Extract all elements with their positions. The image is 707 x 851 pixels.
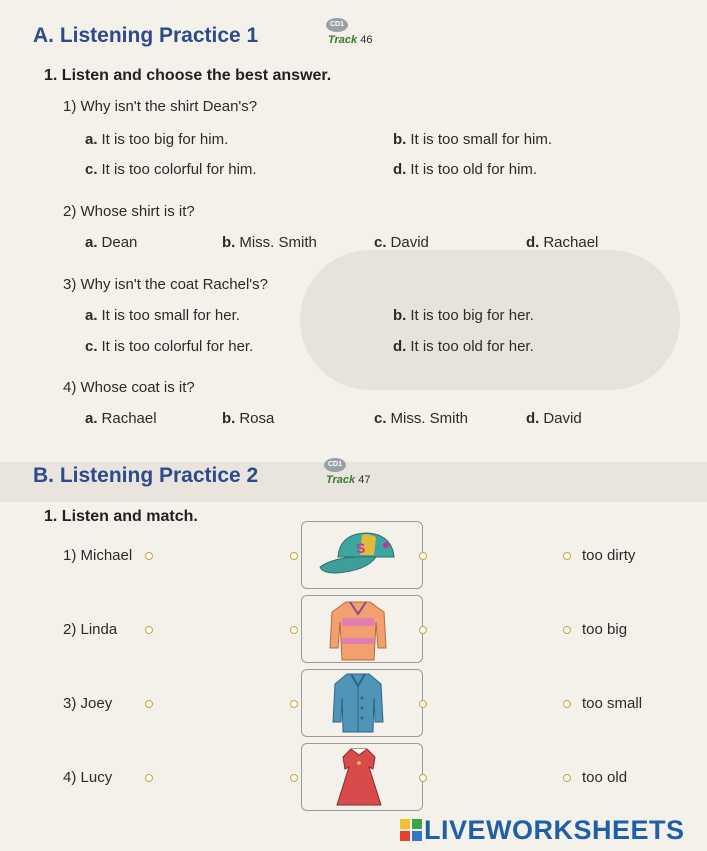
q4-option-b-letter: b. — [222, 410, 236, 427]
track-number-a: 46 — [360, 34, 373, 46]
q2-option-d-letter: d. — [526, 234, 540, 251]
match-item-right-dot-1[interactable] — [419, 552, 427, 560]
q2-option-b[interactable] — [222, 234, 317, 251]
section-a-title: A. Listening Practice 1 — [33, 24, 259, 47]
q3-option-c-text: It is too colorful for her. — [101, 338, 254, 355]
q1-option-b-letter: b. — [393, 131, 407, 148]
cd-badge-a: CD1 — [326, 18, 348, 32]
match-name-dot-3[interactable] — [145, 700, 153, 708]
q3-option-c[interactable] — [85, 338, 253, 355]
section-b-title: B. Listening Practice 2 — [33, 464, 259, 487]
q3-option-b-letter: b. — [393, 307, 407, 324]
track-label-b — [326, 474, 370, 486]
match-item-left-dot-2[interactable] — [290, 626, 298, 634]
q1-option-b[interactable] — [393, 131, 552, 148]
match-item-left-dot-1[interactable] — [290, 552, 298, 560]
match-name-2: 2) Linda — [63, 621, 118, 638]
q4-option-a-letter: a. — [85, 410, 98, 427]
q3-option-a[interactable] — [85, 307, 240, 324]
q1-option-a-letter: a. — [85, 131, 98, 148]
match-answer-4: too old — [582, 769, 628, 786]
q2-option-c-letter: c. — [374, 234, 387, 251]
match-name-1: 1) Michael — [63, 547, 133, 564]
track-label-a — [328, 34, 372, 46]
cd-badge-b: CD1 — [324, 458, 346, 472]
match-name-dot-1[interactable] — [145, 552, 153, 560]
track-word-a: Track — [328, 34, 358, 46]
q4-option-c-letter: c. — [374, 410, 387, 427]
match-answer-2: too big — [582, 621, 628, 638]
q4-option-d-letter: d. — [526, 410, 540, 427]
q2-option-b-text: Miss. Smith — [239, 234, 317, 251]
q1-option-c[interactable] — [85, 161, 257, 178]
match-answer-dot-2[interactable] — [563, 626, 571, 634]
q1-option-b-text: It is too small for him. — [410, 131, 553, 148]
match-item-right-dot-2[interactable] — [419, 626, 427, 634]
match-item-left-dot-4[interactable] — [290, 774, 298, 782]
q1-option-a-text: It is too big for him. — [101, 131, 229, 148]
q4-option-d[interactable] — [526, 410, 582, 427]
q1-option-d-text: It is too old for him. — [410, 161, 538, 178]
q1-option-d[interactable] — [393, 161, 537, 178]
question-4: 4) Whose coat is it? — [63, 379, 195, 396]
match-item-right-dot-4[interactable] — [419, 774, 427, 782]
q2-option-b-letter: b. — [222, 234, 236, 251]
cap-icon — [316, 527, 406, 579]
q4-option-c-text: Miss. Smith — [390, 410, 469, 427]
match-answer-dot-3[interactable] — [563, 700, 571, 708]
q1-option-c-text: It is too colorful for him. — [101, 161, 257, 178]
q2-option-d[interactable] — [526, 234, 598, 251]
q4-option-d-text: David — [543, 410, 582, 427]
liveworksheets-logo — [400, 815, 685, 846]
question-2: 2) Whose shirt is it? — [63, 203, 195, 220]
q1-option-c-letter: c. — [85, 161, 98, 178]
coat-icon — [331, 672, 385, 734]
q2-option-d-text: Rachael — [543, 234, 599, 251]
track-number-b: 47 — [358, 474, 371, 486]
liveworksheets-icon — [400, 819, 422, 841]
q4-option-b[interactable] — [222, 410, 274, 427]
svg-text:S: S — [356, 540, 366, 556]
q3-option-d-letter: d. — [393, 338, 407, 355]
match-item-right-dot-3[interactable] — [419, 700, 427, 708]
question-3: 3) Why isn't the coat Rachel's? — [63, 276, 268, 293]
q3-option-a-letter: a. — [85, 307, 98, 324]
q4-option-a[interactable] — [85, 410, 157, 427]
match-name-dot-2[interactable] — [145, 626, 153, 634]
q2-option-a-letter: a. — [85, 234, 98, 251]
q3-option-b[interactable] — [393, 307, 534, 324]
brand-text: LIVEWORKSHEETS — [424, 815, 685, 845]
match-name-3: 3) Joey — [63, 695, 113, 712]
q3-option-b-text: It is too big for her. — [410, 307, 534, 324]
match-answer-1: too dirty — [582, 547, 636, 564]
sweater-icon — [326, 598, 390, 662]
match-name-dot-4[interactable] — [145, 774, 153, 782]
q3-option-d-text: It is too old for her. — [410, 338, 534, 355]
q2-option-a[interactable] — [85, 234, 137, 251]
q2-option-c-text: David — [390, 234, 429, 251]
q1-option-a[interactable] — [85, 131, 228, 148]
q4-option-a-text: Rachael — [101, 410, 157, 427]
track-word-b: Track — [326, 474, 356, 486]
match-answer-3: too small — [582, 695, 643, 712]
match-answer-dot-4[interactable] — [563, 774, 571, 782]
q4-option-c[interactable] — [374, 410, 468, 427]
match-answer-dot-1[interactable] — [563, 552, 571, 560]
q3-option-d[interactable] — [393, 338, 534, 355]
a-heading: 1. Listen and choose the best answer. — [44, 67, 332, 84]
b-heading: 1. Listen and match. — [44, 508, 198, 525]
q3-option-c-letter: c. — [85, 338, 98, 355]
q1-option-d-letter: d. — [393, 161, 407, 178]
q2-option-c[interactable] — [374, 234, 429, 251]
q3-option-a-text: It is too small for her. — [101, 307, 240, 324]
q4-option-b-text: Rosa — [239, 410, 275, 427]
match-name-4: 4) Lucy — [63, 769, 113, 786]
match-item-left-dot-3[interactable] — [290, 700, 298, 708]
q2-option-a-text: Dean — [101, 234, 138, 251]
dress-icon — [333, 745, 385, 809]
question-1: 1) Why isn't the shirt Dean's? — [63, 98, 258, 115]
